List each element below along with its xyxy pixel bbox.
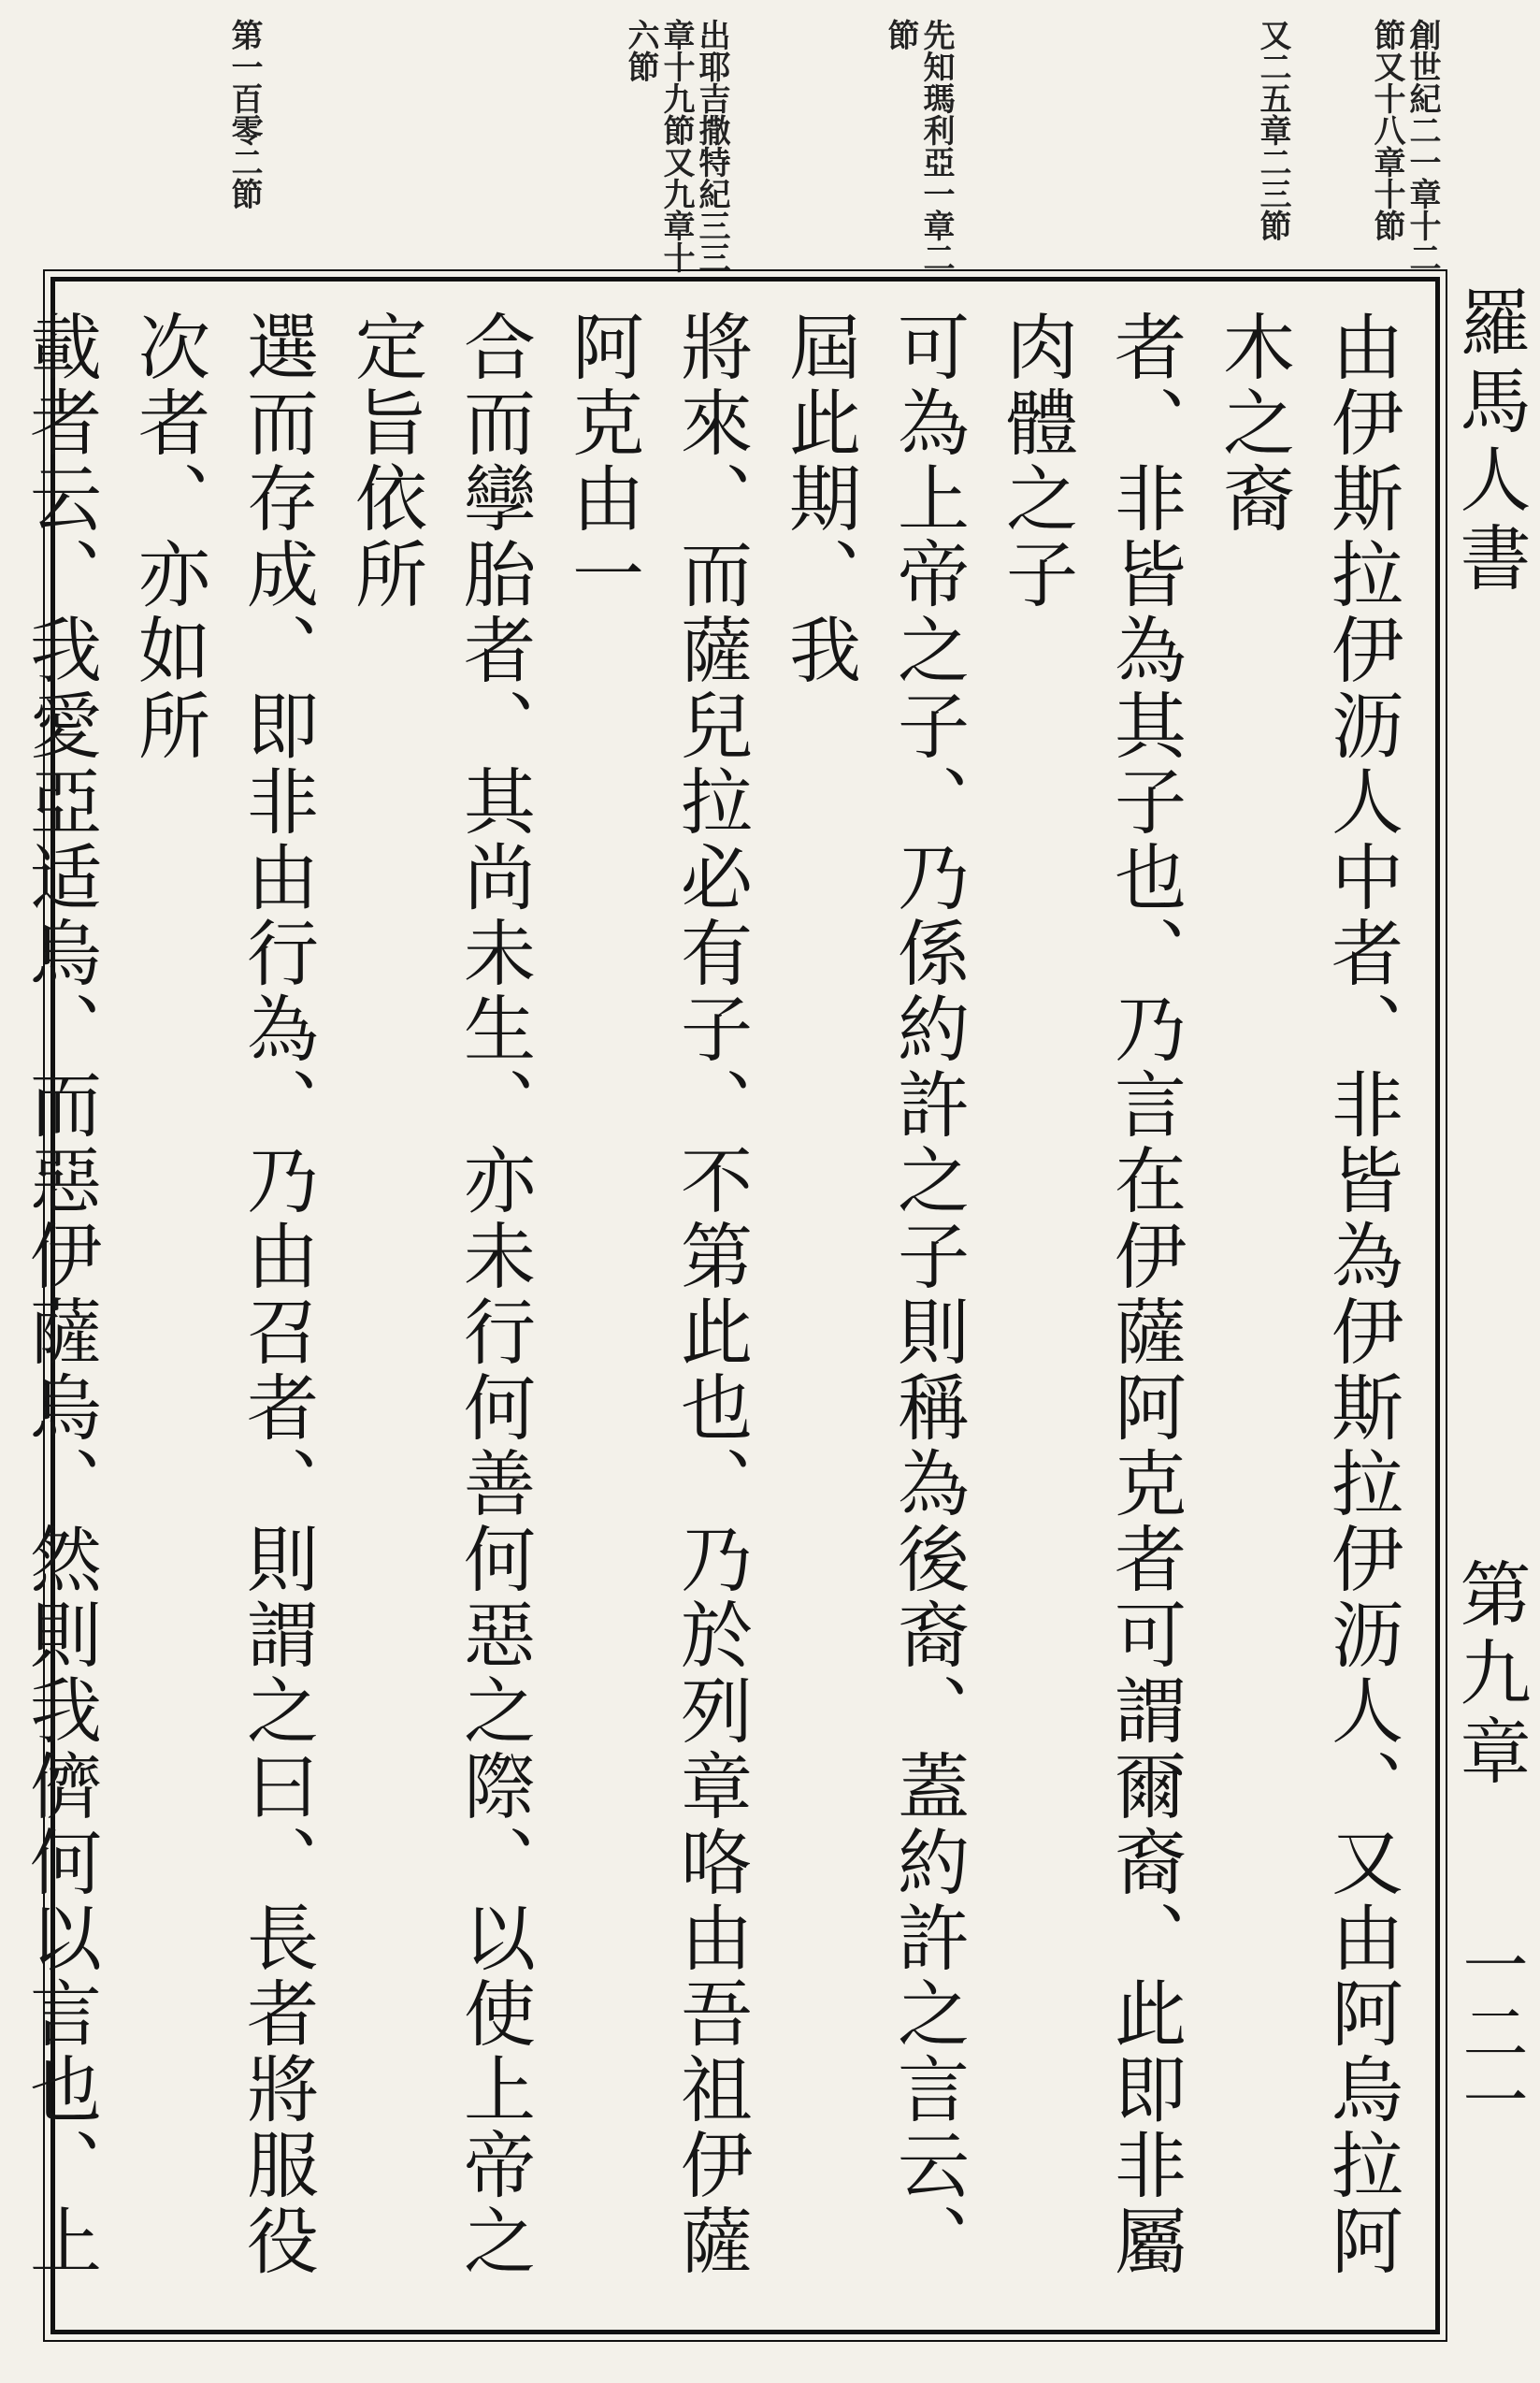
text-column: 將來、而薩兒拉必有子、不第此也、乃於列章咯由吾祖伊薩阿克由一 <box>560 310 752 2279</box>
text-column: 合而孿胎者、其尚未生、亦未行何善何惡之際、以使上帝之定旨依所 <box>343 310 535 2279</box>
margin-ref: 創世紀二一章十二節又十八章十節 <box>1368 19 1441 273</box>
text-column: 者、非皆為其子也、乃言在伊薩阿克者可謂爾裔、此即非屬肉體之子 <box>994 310 1186 2279</box>
body-text <box>18 310 1415 2311</box>
chapter-heading: 第九章 <box>1448 1557 1532 1793</box>
text-column: 選而存成、即非由行為、乃由召者、則謂之曰、長者將服役次者、亦如所 <box>126 310 318 2279</box>
marginal-references <box>150 19 1440 281</box>
margin-ref: 第一百零二節 <box>225 19 263 209</box>
margin-ref: 出耶吉撒特紀三三章十九節又九章十六節 <box>622 19 730 273</box>
book-title: 羅馬人書 <box>1448 285 1532 599</box>
text-column: 載者云、我愛亞适烏、而惡伊薩烏、然則我儕何以言也、上 <box>18 310 101 2279</box>
text-column: 可為上帝之子、乃係約許之子則稱為後裔、蓋約許之言云、屆此期、我 <box>777 310 969 2279</box>
running-header <box>1445 285 1532 2329</box>
text-frame <box>18 277 1440 2334</box>
text-column: 由伊斯拉伊沥人中者、非皆為伊斯拉伊沥人、又由阿烏拉阿木之裔 <box>1211 310 1403 2279</box>
margin-ref: 又二五章二三節 <box>1254 19 1291 241</box>
page-number: 一二一 <box>1452 1931 1529 2133</box>
margin-ref: 先知瑪利亞一章二節 <box>882 19 955 273</box>
